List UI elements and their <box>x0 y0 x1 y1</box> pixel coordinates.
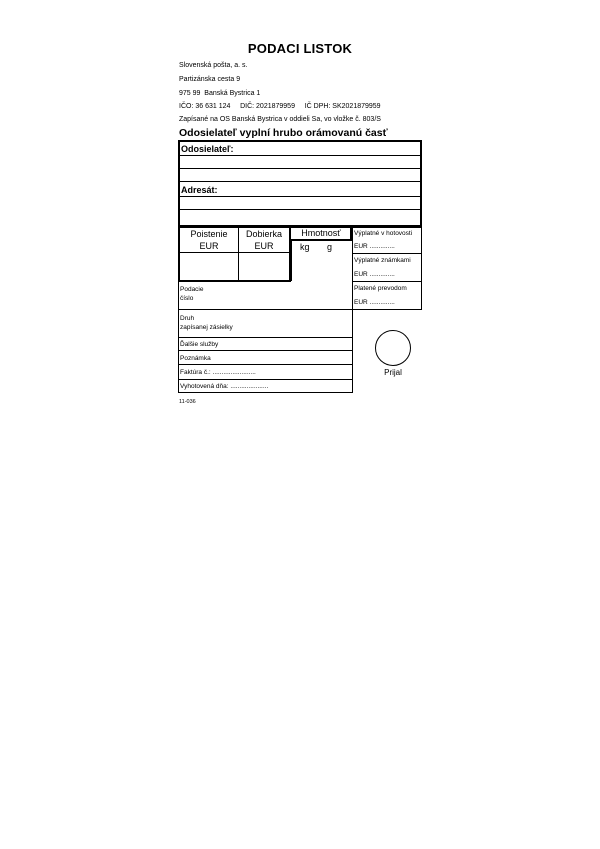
grid-line-337 <box>178 337 352 338</box>
recipient-line-1[interactable] <box>178 196 421 197</box>
sender-line-3[interactable] <box>178 181 421 182</box>
grid-line-309 <box>178 309 421 310</box>
transfer-value[interactable]: EUR .............. <box>354 299 395 306</box>
company-ids: IČO: 36 631 124 DIČ: 2021879959 IČ DPH: SK2021879959 <box>179 103 381 110</box>
insurance-currency: EUR <box>199 241 219 251</box>
sender-label: Odosielateľ: <box>181 144 234 154</box>
grid-line-364 <box>178 364 352 365</box>
recipient-line-2[interactable] <box>178 209 421 210</box>
company-city: 975 99 Banská Bystrica 1 <box>179 90 261 97</box>
cod-label: Dobierka <box>245 229 283 239</box>
grid-line-392 <box>178 392 352 393</box>
submission-number-label-2: číslo <box>180 295 194 302</box>
received-label: Prijal <box>384 368 402 377</box>
weight-left-line <box>291 241 292 281</box>
note-label: Poznámka <box>180 355 211 362</box>
sender-line-2[interactable] <box>178 168 421 169</box>
grid-vertical-right <box>421 225 422 310</box>
invoice-field[interactable]: Faktúra č.: ........................ <box>180 369 256 376</box>
shipment-type-label-2: zapísanej zásielky <box>180 324 233 331</box>
cash-label: Výplatné v hotovosti <box>354 230 413 237</box>
company-registry: Zapísané na OS Banská Bystrica v oddieli Sa, vo vložke č. 803/S <box>179 116 381 123</box>
cod-input[interactable] <box>240 254 289 280</box>
payment-top-line <box>352 225 421 226</box>
cod-currency: EUR <box>254 241 274 251</box>
payment-line-1 <box>352 253 421 254</box>
insurance-label: Poistenie <box>190 229 228 239</box>
stamp-circle <box>375 330 411 366</box>
stamps-value[interactable]: EUR .............. <box>354 271 395 278</box>
company-street: Partizánska cesta 9 <box>179 76 241 83</box>
grid-line-350 <box>178 350 352 351</box>
form-code: 11-036 <box>179 399 196 405</box>
transfer-label: Platené prevodom <box>354 285 407 292</box>
insurance-input[interactable] <box>180 254 237 280</box>
issued-date-field[interactable]: Vyhotovená dňa: ..................... <box>180 383 269 390</box>
stamps-label: Výplatné známkami <box>354 257 411 264</box>
form-title: PODACI LISTOK <box>247 41 353 56</box>
submission-number-label-1: Podacie <box>180 286 204 293</box>
grid-line-379 <box>178 379 352 380</box>
recipient-label: Adresát: <box>181 185 218 195</box>
insurance-cod-separator <box>179 252 290 253</box>
payment-line-2 <box>352 281 421 282</box>
company-name: Slovenská pošta, a. s. <box>179 62 248 69</box>
weight-unit-kg: kg <box>300 242 310 252</box>
sender-line-1[interactable] <box>178 155 421 156</box>
weight-label: Hmotnosť <box>301 228 341 238</box>
cash-value[interactable]: EUR .............. <box>354 243 395 250</box>
instruction-text: Odosielateľ vyplní hrubo orámovanú časť <box>179 127 388 139</box>
other-services-label: Ďalšie služby <box>180 341 219 348</box>
shipment-type-label-1: Druh <box>180 315 195 322</box>
weight-unit-g: g <box>327 242 333 252</box>
